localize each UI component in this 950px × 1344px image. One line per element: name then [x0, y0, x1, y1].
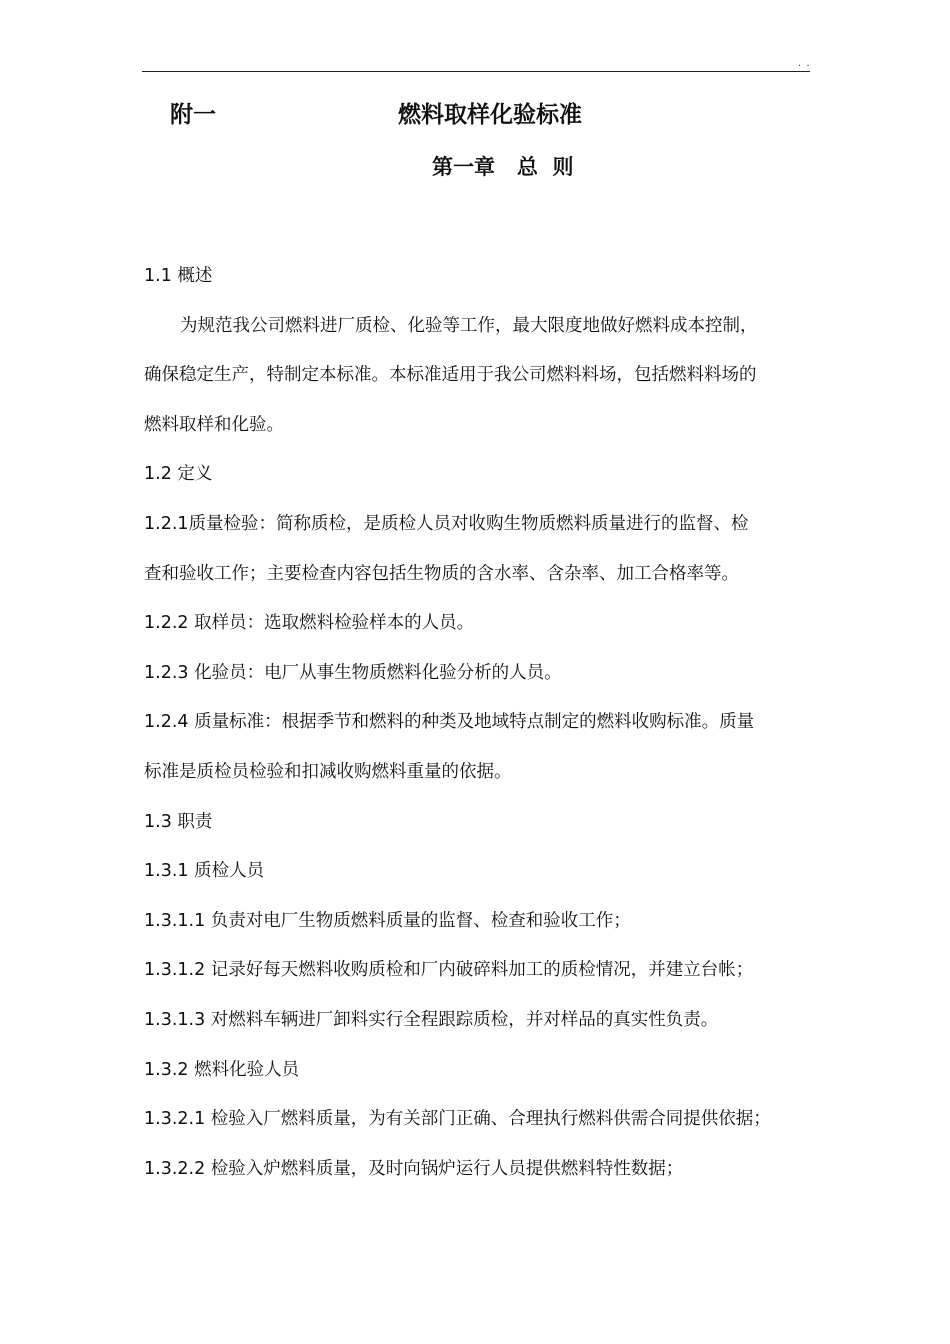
appendix-label: 附一: [170, 102, 216, 128]
paragraph-line: 确保稳定生产，特制定本标准。本标准适用于我公司燃料料场，包括燃料料场的: [144, 365, 757, 386]
document-title: 燃料取样化验标准: [398, 102, 582, 128]
definition-line: 标准是质检员检验和扣减收购燃料重量的依据。: [144, 761, 512, 782]
section-heading-1-3: 1.3 职责: [144, 811, 213, 832]
paragraph-line: 为规范我公司燃料进厂质检、化验等工作，最大限度地做好燃料成本控制，: [180, 315, 758, 336]
definition-line: 1.2.1质量检验：简称质检，是质检人员对收购生物质燃料质量进行的监督、检: [144, 513, 749, 534]
section-heading-1-1: 1.1 概述: [144, 266, 213, 286]
chapter-title: 第一章 总 则: [432, 155, 574, 179]
duty-item: 1.3.2.2 检验入炉燃料质量，及时向锅炉运行人员提供燃料特性数据；: [144, 1158, 684, 1179]
duty-item: 1.3.2.1 检验入厂燃料质量，为有关部门正确、合理执行燃料供需合同提供依据；: [144, 1109, 771, 1130]
duty-item: 1.3.1.1 负责对电厂生物质燃料质量的监督、检查和验收工作；: [144, 910, 631, 931]
definition-line: 1.2.3 化验员：电厂从事生物质燃料化验分析的人员。: [144, 662, 562, 683]
definition-line: 查和验收工作；主要检查内容包括生物质的含水率、含杂率、加工合格率等。: [144, 563, 739, 584]
duty-item: 1.3.1.3 对燃料车辆进厂卸料实行全程跟踪质检，并对样品的真实性负责。: [144, 1009, 719, 1030]
paragraph-line: 燃料取样和化验。: [144, 414, 284, 435]
subsection-heading: 1.3.2 燃料化验人员: [144, 1059, 300, 1080]
subsection-heading: 1.3.1 质检人员: [144, 861, 265, 882]
duty-item: 1.3.1.2 记录好每天燃料收购质检和厂内破碎料加工的质检情况，并建立台帐；: [144, 960, 754, 981]
header-rule: [142, 71, 810, 72]
header-mark: . .: [798, 58, 811, 69]
definition-line: 1.2.2 取样员：选取燃料检验样本的人员。: [144, 613, 475, 634]
section-heading-1-2: 1.2 定义: [144, 464, 213, 485]
definition-line: 1.2.4 质量标准：根据季节和燃料的种类及地域特点制定的燃料收购标准。质量: [144, 712, 755, 733]
body-text: [144, 252, 820, 1194]
